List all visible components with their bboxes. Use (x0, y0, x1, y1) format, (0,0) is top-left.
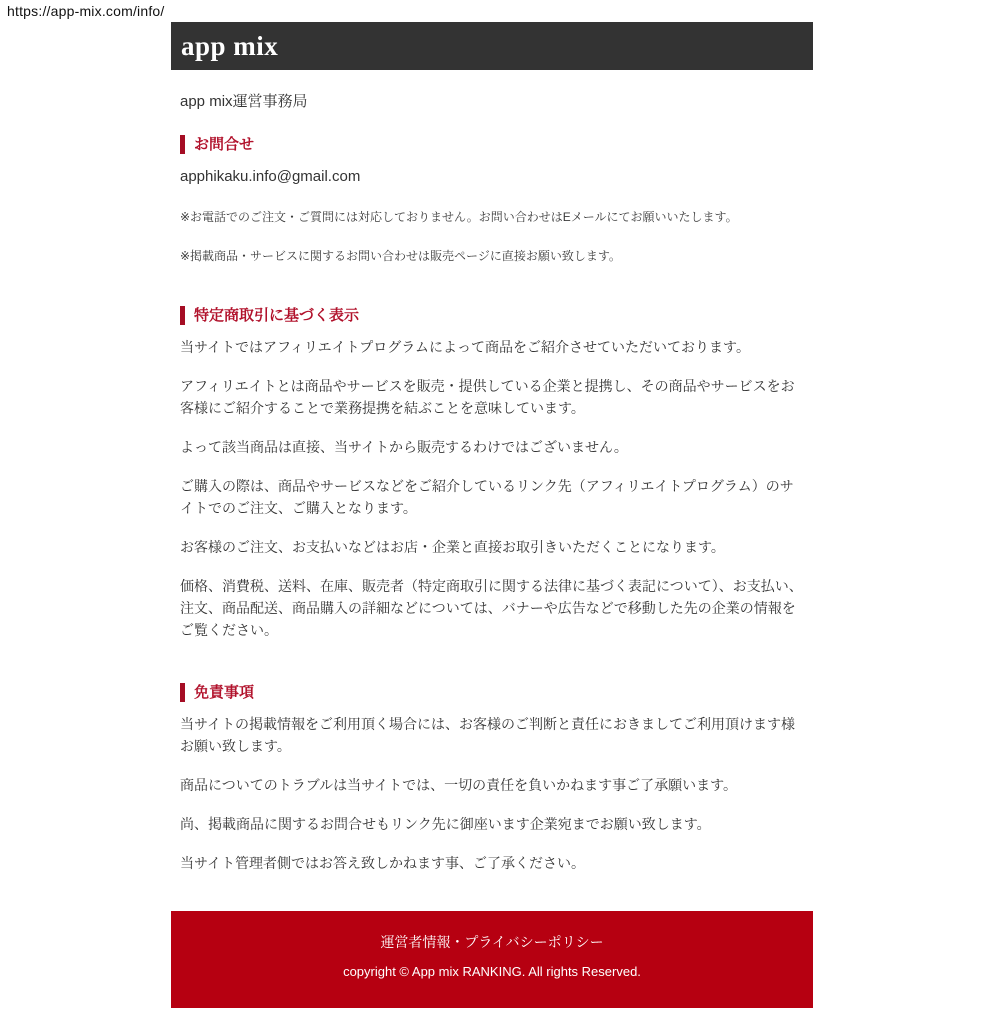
operator-name: app mix運営事務局 (180, 93, 308, 110)
commercial-law-paragraph: ご購入の際は、商品やサービスなどをご紹介しているリンク先（アフィリエイトプログラム）のサイトでのご注文、ご購入となります。 (180, 478, 794, 516)
commercial-law-paragraph: よって該当商品は直接、当サイトから販売するわけではございません。 (180, 439, 628, 455)
site-header (171, 22, 813, 70)
site-footer (171, 911, 813, 1008)
page-container (171, 22, 813, 1008)
footer-copyright: copyright © App mix RANKING. All rights Reserved. (343, 964, 641, 979)
site-title-link[interactable]: app mix (181, 30, 279, 61)
main-content (171, 93, 813, 874)
commercial-law-paragraph: アフィリエイトとは商品やサービスを販売・提供している企業と提携し、その商品やサービスをお客様にご紹介することで業務提携を結ぶことを意味しています。 (180, 378, 795, 416)
footer-privacy-policy-link[interactable]: 運営者情報・プライバシーポリシー (380, 934, 604, 950)
disclaimer-paragraph: 尚、掲載商品に関するお問合せもリンク先に御座います企業宛までお願い致します。 (180, 816, 711, 832)
section-heading-disclaimer: 免責事項 (180, 683, 804, 702)
contact-note-products: ※掲載商品・サービスに関するお問い合わせは販売ページに直接お願い致します。 (180, 249, 621, 263)
disclaimer-paragraph: 商品についてのトラブルは当サイトでは、一切の責任を負いかねます事ご了承願います。 (180, 777, 738, 793)
commercial-law-paragraph: お客様のご注文、お支払いなどはお店・企業と直接お取引きいただくことになります。 (180, 539, 725, 555)
section-heading-contact: お問合せ (180, 135, 804, 154)
contact-note-phone: ※お電話でのご注文・ご質問には対応しておりません。お問い合わせはEメールにてお願いいたします。 (180, 210, 738, 224)
contact-email: apphikaku.info@gmail.com (180, 168, 361, 185)
disclaimer-paragraph: 当サイトの掲載情報をご利用頂く場合には、お客様のご判断と責任におきましてご利用頂けます様お願い致します。 (180, 716, 796, 754)
disclaimer-paragraph: 当サイト管理者側ではお答え致しかねます事、ご了承ください。 (180, 855, 586, 871)
commercial-law-paragraph: 当サイトではアフィリエイトプログラムによって商品をご紹介させていただいております。 (180, 339, 750, 355)
browser-url[interactable]: https://app-mix.com/info/ (7, 3, 165, 19)
section-heading-commercial-law: 特定商取引に基づく表示 (180, 306, 804, 325)
commercial-law-paragraph: 価格、消費税、送料、在庫、販売者（特定商取引に関する法律に基づく表記について）、お支払い、注文、商品配送、商品購入の詳細などについては、バナーや広告などで移動した先の企業の情報をご覧ください。 (180, 578, 803, 638)
